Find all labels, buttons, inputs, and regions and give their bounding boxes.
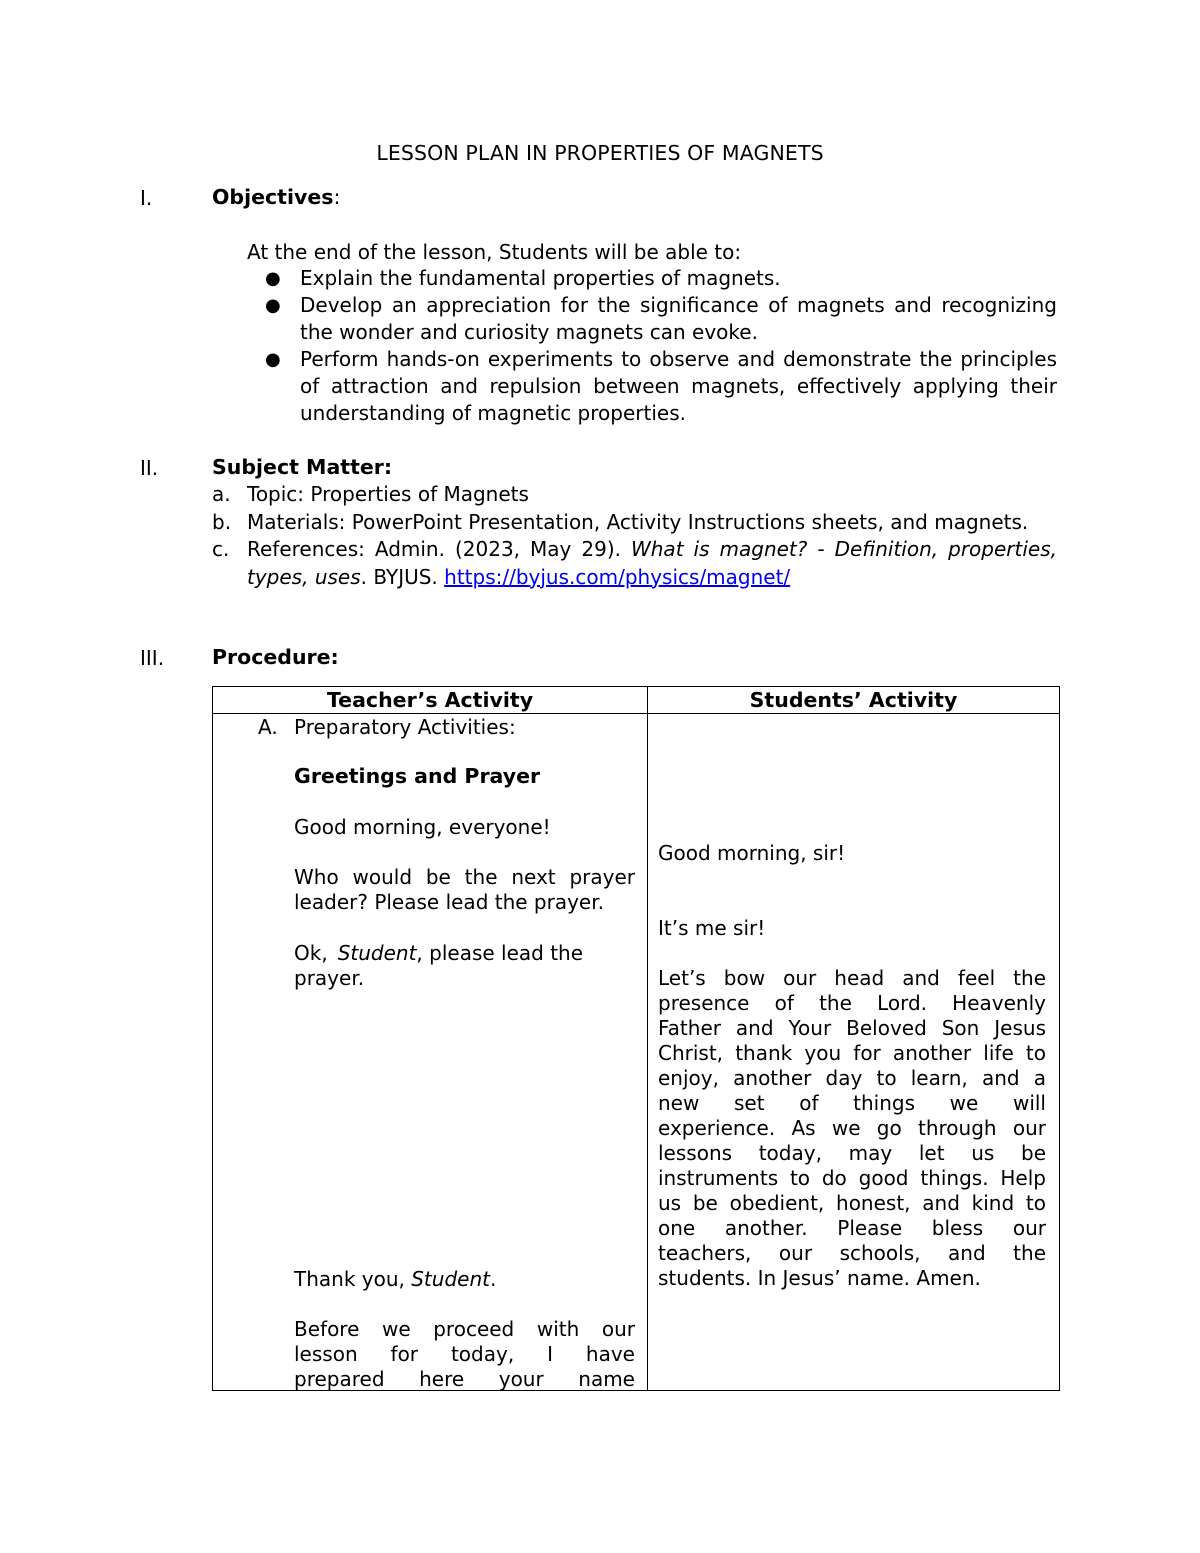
- greetings-heading: Greetings and Prayer: [294, 764, 541, 788]
- procedure-table: [212, 686, 1060, 1391]
- list-item: [247, 292, 1057, 346]
- prayer-line: Let’s bow our head and feel the: [658, 966, 1046, 990]
- prayer-line: teachers, our schools, and the: [658, 1241, 1046, 1265]
- subject-text: Topic: Properties of Magnets: [247, 482, 529, 506]
- ok-student-phrase: [328, 941, 635, 966]
- objectives-colon: :: [333, 185, 341, 209]
- list-marker: b.: [212, 509, 232, 534]
- list-item: [212, 509, 1057, 537]
- list-item: [247, 265, 1057, 292]
- prayer-line: Father and Your Beloved Son Jesus: [658, 1016, 1046, 1040]
- teacher-before-line-2: lesson for today, I have: [294, 1342, 635, 1366]
- table-row: [213, 714, 1060, 1391]
- subject-matter-list: [212, 481, 1057, 591]
- prayer-line: new set of things we will: [658, 1091, 1046, 1115]
- student-name: Student: [337, 941, 417, 965]
- list-item: [212, 536, 1057, 591]
- ok-word: Ok,: [294, 941, 328, 965]
- subject-text: Materials: PowerPoint Presentation, Activity Instructions sheets, and magnets.: [247, 509, 1029, 534]
- bullet-icon: ●: [265, 268, 281, 289]
- section-heading-subject-matter: [212, 455, 392, 479]
- teacher-who-line-2: leader? Please lead the prayer.: [294, 890, 604, 914]
- prayer-line: enjoy, another day to learn, and a: [658, 1066, 1046, 1090]
- objectives-heading-text: Objectives: [212, 185, 334, 209]
- procedure-heading-text: Procedure:: [212, 645, 339, 669]
- reference-link[interactable]: https://byjus.com/physics/magnet/: [444, 564, 791, 589]
- prayer-line: lessons today, may let us be: [658, 1141, 1046, 1165]
- list-item: [212, 481, 1057, 509]
- column-header-teacher: Teacher’s Activity: [213, 687, 648, 714]
- section-heading-procedure: [212, 645, 339, 669]
- list-marker: c.: [212, 537, 230, 561]
- teacher-who-line-1: Who would be the next prayer: [294, 865, 635, 889]
- prayer-line: presence of the Lord. Heavenly: [658, 991, 1046, 1015]
- bullet-icon: ●: [265, 295, 281, 316]
- section-heading-objectives: [212, 185, 340, 209]
- thank-text: Thank you,: [294, 1267, 412, 1291]
- bullet-icon: ●: [265, 349, 281, 370]
- objective-text: Develop an appreciation for the significance of magnets and recognizing the wonder and curiosity magnets can evoke.: [300, 293, 1057, 344]
- teacher-ok-line: [294, 941, 635, 966]
- list-item: [247, 346, 1057, 427]
- reference-text-before: References: Admin. (2023, May 29).: [247, 537, 631, 561]
- teacher-good-morning: Good morning, everyone!: [294, 815, 551, 839]
- objectives-list: [247, 265, 1057, 427]
- teacher-thank-you: [294, 1267, 496, 1292]
- prayer-line: Christ, thank you for another life to: [658, 1041, 1046, 1065]
- teacher-activity-cell: [213, 714, 648, 1391]
- preparatory-activities-label: Preparatory Activities:: [294, 715, 516, 739]
- prayer-line: us be obedient, honest, and kind to: [658, 1191, 1046, 1215]
- thank-period: .: [489, 1267, 497, 1291]
- section-numeral-objectives: I.: [140, 186, 153, 210]
- student-name: Student: [411, 1267, 490, 1291]
- reference-italic-title: What is magnet? - Definition, properties, types, uses: [247, 537, 1057, 589]
- column-header-students: Students’ Activity: [648, 687, 1060, 714]
- list-marker: A.: [258, 715, 278, 739]
- students-activity-cell: [648, 714, 1060, 1391]
- objective-text: Perform hands-on experiments to observe and demonstrate the principles of attraction and repulsion between magnets, effectively applying their understanding of magnetic properties.: [300, 347, 1057, 425]
- objectives-intro: At the end of the lesson, Students will be able to:: [247, 240, 742, 264]
- table-header-row: [213, 687, 1060, 714]
- teacher-prayer-word: prayer.: [294, 966, 365, 990]
- teacher-before-line-3: prepared here your name: [294, 1367, 635, 1390]
- students-good-morning-sir: Good morning, sir!: [658, 841, 846, 865]
- section-numeral-procedure: III.: [140, 646, 165, 670]
- prayer-line: experience. As we go through our: [658, 1116, 1046, 1140]
- teacher-before-line-1: Before we proceed with our: [294, 1317, 635, 1341]
- list-marker: a.: [212, 482, 231, 506]
- subject-matter-heading-text: Subject Matter:: [212, 455, 393, 479]
- section-numeral-subject-matter: II.: [140, 456, 159, 480]
- objective-text: Explain the fundamental properties of magnets.: [300, 266, 781, 290]
- reference-text-after: . BYJUS.: [360, 564, 445, 589]
- students-its-me: It’s me sir!: [658, 916, 766, 940]
- prayer-line: students. In Jesus’ name. Amen.: [658, 1266, 981, 1290]
- ok-rest: , please lead the: [416, 941, 584, 965]
- prayer-line: instruments to do good things. Help: [658, 1166, 1046, 1190]
- prayer-line: one another. Please bless our: [658, 1216, 1046, 1240]
- document-title: LESSON PLAN IN PROPERTIES OF MAGNETS: [376, 141, 824, 165]
